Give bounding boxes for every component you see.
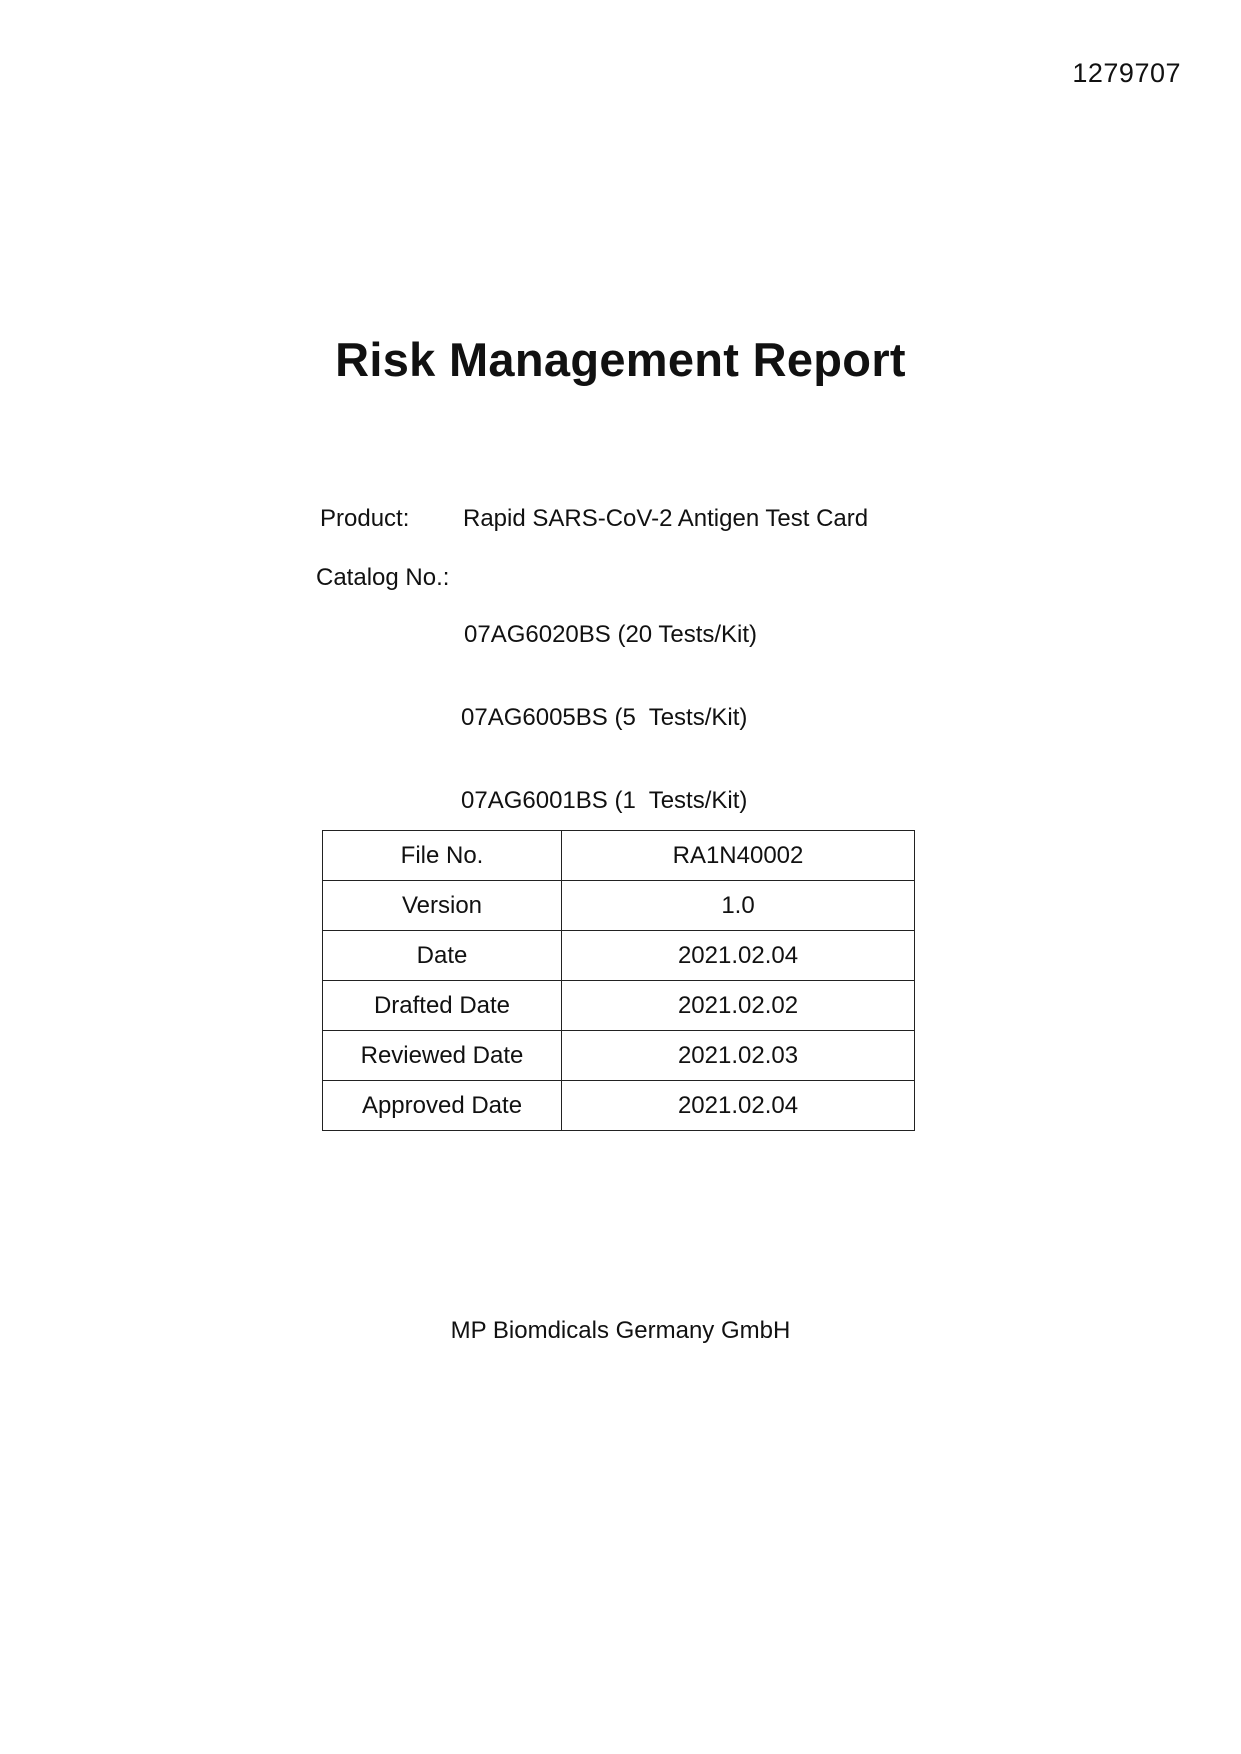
product-label: Product:: [320, 505, 410, 532]
table-row: [323, 881, 915, 931]
table-row: [323, 981, 915, 1031]
document-number: 1279707: [1072, 58, 1181, 88]
table-key-approved-date: Approved Date: [323, 1081, 562, 1131]
table-row: [323, 1081, 915, 1131]
table-value-version: 1.0: [562, 881, 915, 931]
catalog-item: 07AG6005BS (5 Tests/Kit): [461, 704, 748, 731]
catalog-item: 07AG6001BS (1 Tests/Kit): [461, 787, 748, 814]
table-key-date: Date: [323, 931, 562, 981]
catalog-list: [461, 564, 758, 872]
table-value-file-no: RA1N40002: [562, 831, 915, 881]
table-key-reviewed-date: Reviewed Date: [323, 1031, 562, 1081]
table-value-drafted-date: 2021.02.02: [562, 981, 915, 1031]
catalog-label: Catalog No.:: [316, 564, 450, 591]
table-key-file-no: File No.: [323, 831, 562, 881]
catalog-item: 07AG6020BS (20 Tests/Kit): [464, 621, 758, 648]
document-info-table: [322, 830, 915, 1131]
table-value-reviewed-date: 2021.02.03: [562, 1031, 915, 1081]
product-value: Rapid SARS-CoV-2 Antigen Test Card: [463, 505, 869, 532]
table-row: [323, 831, 915, 881]
table-row: [323, 931, 915, 981]
page-title: Risk Management Report: [335, 333, 906, 386]
table-key-drafted-date: Drafted Date: [323, 981, 562, 1031]
table-value-approved-date: 2021.02.04: [562, 1081, 915, 1131]
company-name: MP Biomdicals Germany GmbH: [450, 1317, 791, 1344]
table-key-version: Version: [323, 881, 562, 931]
table-row: [323, 1031, 915, 1081]
table-value-date: 2021.02.04: [562, 931, 915, 981]
